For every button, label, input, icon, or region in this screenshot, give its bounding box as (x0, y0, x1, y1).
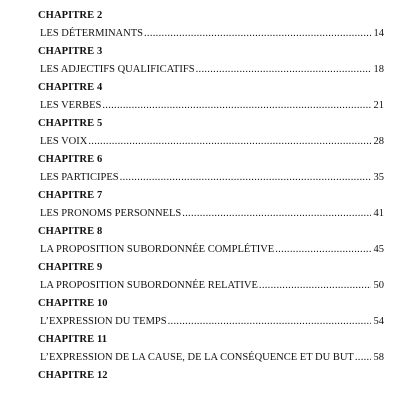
toc-line[interactable] (38, 202, 384, 225)
chapter-title: L’EXPRESSION DU TEMPS (40, 316, 167, 327)
toc-line[interactable] (38, 238, 384, 261)
toc-line[interactable] (38, 94, 384, 117)
chapter-title: LES DÉTERMINANTS (40, 28, 143, 39)
chapter-heading: CHAPITRE 5 (38, 118, 103, 129)
chapter-title: L’EXPRESSION DE LA CAUSE, DE LA CONSÉQUENCE ET DU BUT (40, 352, 354, 363)
chapter-heading: CHAPITRE 6 (38, 154, 103, 165)
dot-leader (88, 130, 371, 153)
page-number: 58 (373, 352, 384, 363)
chapter-heading: CHAPITRE 9 (38, 262, 103, 273)
chapter-title: LES VOIX (40, 136, 88, 147)
toc-entry (38, 189, 384, 225)
page-number: 18 (373, 64, 384, 75)
chapter-title: LES PARTICIPES (40, 172, 119, 183)
chapter-heading: CHAPITRE 2 (38, 10, 103, 21)
page-number: 54 (373, 316, 384, 327)
page-number: 45 (373, 244, 384, 255)
dot-leader (144, 22, 371, 45)
toc-line[interactable] (38, 130, 384, 153)
chapter-heading: CHAPITRE 7 (38, 190, 103, 201)
chapter-heading: CHAPITRE 11 (38, 334, 108, 345)
page-number: 21 (373, 100, 384, 111)
chapter-heading: CHAPITRE 12 (38, 370, 108, 381)
chapter-title: LES PRONOMS PERSONNELS (40, 208, 182, 219)
chapter-title: LES VERBES (40, 100, 102, 111)
dot-leader (102, 94, 371, 117)
chapter-heading: CHAPITRE 10 (38, 298, 108, 309)
dot-leader (275, 238, 371, 261)
dot-leader (259, 274, 371, 297)
chapter-heading: CHAPITRE 8 (38, 226, 103, 237)
chapter-title: LA PROPOSITION SUBORDONNÉE RELATIVE (40, 280, 258, 291)
page-number: 14 (373, 28, 384, 39)
dot-leader (182, 202, 371, 225)
toc-line[interactable] (38, 346, 384, 369)
page-number: 35 (373, 172, 384, 183)
chapter-heading: CHAPITRE 4 (38, 82, 103, 93)
toc-entry (38, 261, 384, 297)
chapter-heading: CHAPITRE 3 (38, 46, 103, 57)
dot-leader (120, 166, 371, 189)
dot-leader (168, 310, 371, 333)
toc-line[interactable] (38, 166, 384, 189)
toc-line[interactable] (38, 274, 384, 297)
toc-entry (38, 297, 384, 333)
dot-leader (355, 346, 371, 369)
toc-line[interactable] (38, 22, 384, 45)
toc-entry (38, 9, 384, 45)
toc-entry (38, 45, 384, 81)
chapter-title: LA PROPOSITION SUBORDONNÉE COMPLÉTIVE (40, 244, 275, 255)
dot-leader (196, 58, 371, 81)
page-number: 28 (373, 136, 384, 147)
toc-entry (38, 225, 384, 261)
toc-entry (38, 81, 384, 117)
toc-entry (38, 369, 384, 382)
toc-line[interactable] (38, 310, 384, 333)
toc-line[interactable] (38, 58, 384, 81)
page-number: 41 (373, 208, 384, 219)
chapter-title: LES ADJECTIFS QUALIFICATIFS (40, 64, 195, 75)
toc-entry (38, 117, 384, 153)
page-number: 50 (373, 280, 384, 291)
toc-entry (38, 333, 384, 369)
toc-entry (38, 153, 384, 189)
